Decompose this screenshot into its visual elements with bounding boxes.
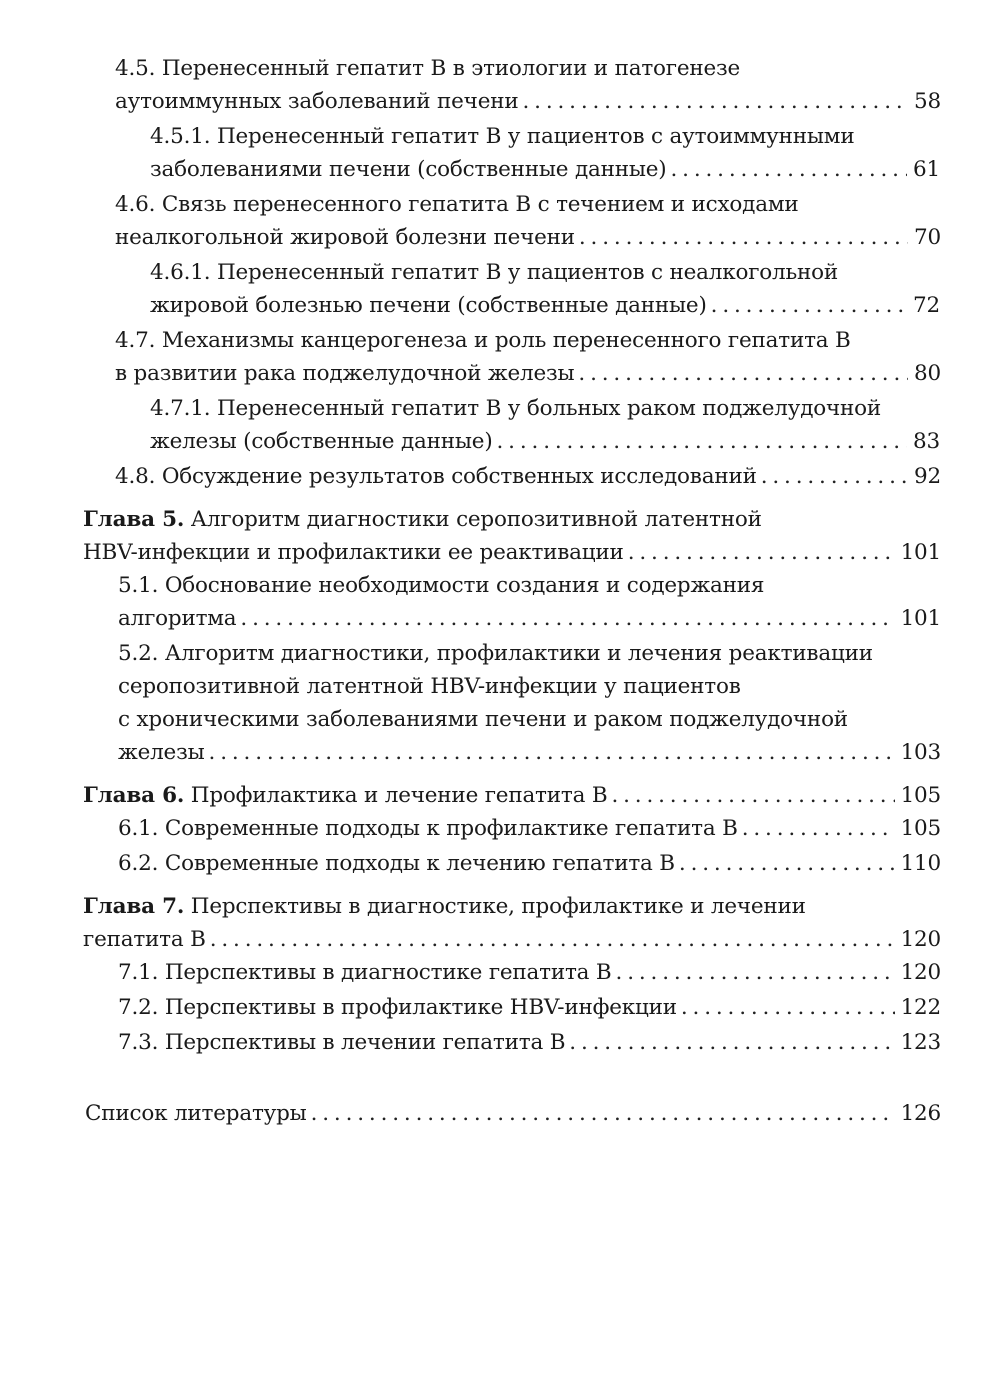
toc-bibliography[interactable] [85, 1097, 941, 1130]
leader-dots [210, 923, 895, 956]
toc-chapter-7[interactable] [83, 890, 941, 956]
leader-dots [611, 779, 894, 812]
toc-entry-text: 4.7. Механизмы канцерогенеза и роль перенесенного гепатита В [115, 328, 851, 353]
toc-entry-4-7[interactable] [115, 324, 941, 390]
leader-dots [569, 1026, 894, 1059]
leader-dots [616, 956, 895, 989]
leader-dots [209, 736, 895, 769]
toc-entry-text: алгоритма [118, 606, 237, 631]
leader-dots [742, 812, 895, 845]
page-number: 126 [900, 1101, 941, 1126]
toc-entry-5-1[interactable] [118, 569, 941, 635]
toc-entry-text: гепатита В [83, 927, 206, 952]
leader-dots [711, 289, 907, 322]
page-number: 120 [900, 960, 941, 985]
toc-entry-text: 7.1. Перспективы в диагностике гепатита В [118, 960, 612, 985]
page-number: 61 [913, 157, 940, 182]
toc-entry-7-2[interactable] [118, 991, 941, 1024]
page-number: 83 [913, 429, 940, 454]
toc-entry-text: в развитии рака поджелудочной железы [115, 361, 575, 386]
leader-dots [761, 460, 908, 493]
toc-entry-text: 4.6. Связь перенесенного гепатита В с течением и исходами [115, 192, 799, 217]
chapter-label: Глава 6. [83, 783, 185, 808]
toc-entry-text: HBV-инфекции и профилактики ее реактивации [83, 540, 624, 565]
toc-entry-4-8[interactable] [115, 460, 941, 493]
toc-entry-6-2[interactable] [118, 847, 941, 880]
toc-entry-4-5-1[interactable] [150, 120, 940, 186]
toc-entry-7-3[interactable] [118, 1026, 941, 1059]
leader-dots [579, 221, 908, 254]
toc-chapter-6[interactable] [83, 779, 941, 812]
toc-entry-text: железы (собственные данные) [150, 429, 493, 454]
toc-entry-text: с хроническими заболеваниями печени и раком поджелудочной [118, 707, 848, 732]
leader-dots [681, 991, 895, 1024]
toc-entry-text: 7.3. Перспективы в лечении гепатита В [118, 1030, 566, 1055]
toc-entry-text: 5.1. Обоснование необходимости создания и содержания [118, 573, 765, 598]
page-number: 101 [900, 606, 941, 631]
toc-entry-text: 6.2. Современные подходы к лечению гепатита В [118, 851, 675, 876]
page-number: 110 [900, 851, 941, 876]
toc-entry-text: Алгоритм диагностики серопозитивной латентной [190, 507, 762, 532]
page-number: 92 [914, 464, 941, 489]
toc-entry-text: Перспективы в диагностике, профилактике и лечении [190, 894, 806, 919]
page-number: 105 [900, 783, 941, 808]
toc-entry-text: 4.7.1. Перенесенный гепатит В у больных раком поджелудочной [150, 396, 881, 421]
page-number: 123 [900, 1030, 941, 1055]
leader-dots [578, 357, 908, 390]
leader-dots [670, 153, 907, 186]
page-number: 70 [914, 225, 941, 250]
toc-entry-text: 4.5. Перенесенный гепатит В в этиологии и патогенезе [115, 56, 741, 81]
toc-entry-text: железы [118, 740, 205, 765]
page-number: 101 [900, 540, 941, 565]
toc-entry-4-6[interactable] [115, 188, 941, 254]
page-number: 80 [914, 361, 941, 386]
chapter-label: Глава 5. [83, 507, 185, 532]
toc-entry-text: жировой болезнью печени (собственные данные) [150, 293, 707, 318]
page-number: 72 [913, 293, 940, 318]
page-number: 58 [914, 89, 941, 114]
toc-entry-text: Список литературы [85, 1101, 307, 1126]
leader-dots [240, 602, 894, 635]
page-number: 105 [900, 816, 941, 841]
toc-entry-text: аутоиммунных заболеваний печени [115, 89, 519, 114]
chapter-label: Глава 7. [83, 894, 185, 919]
toc-entry-text: Профилактика и лечение гепатита В [190, 783, 608, 808]
toc-entry-text: 6.1. Современные подходы к профилактике гепатита В [118, 816, 738, 841]
leader-dots [679, 847, 895, 880]
toc-entry-4-5[interactable] [115, 52, 941, 118]
toc-chapter-5[interactable] [83, 503, 941, 569]
leader-dots [628, 536, 895, 569]
page-number: 103 [900, 740, 941, 765]
toc-entry-5-2[interactable] [118, 637, 941, 769]
toc-entry-text: серопозитивной латентной HBV-инфекции у пациентов [118, 674, 741, 699]
leader-dots [497, 425, 908, 458]
toc-entry-text: заболеваниями печени (собственные данные) [150, 157, 667, 182]
leader-dots [522, 85, 908, 118]
table-of-contents [0, 52, 1000, 1130]
toc-entry-text: 4.5.1. Перенесенный гепатит В у пациентов с аутоиммунными [150, 124, 855, 149]
toc-entry-text: 4.8. Обсуждение результатов собственных исследований [115, 464, 757, 489]
page-number: 122 [900, 995, 941, 1020]
toc-entry-4-7-1[interactable] [150, 392, 940, 458]
toc-entry-text: 4.6.1. Перенесенный гепатит В у пациентов с неалкогольной [150, 260, 838, 285]
toc-entry-6-1[interactable] [118, 812, 941, 845]
page-number: 120 [900, 927, 941, 952]
leader-dots [311, 1097, 895, 1130]
toc-entry-4-6-1[interactable] [150, 256, 940, 322]
toc-entry-7-1[interactable] [118, 956, 941, 989]
toc-entry-text: 5.2. Алгоритм диагностики, профилактики и лечения реактивации [118, 641, 873, 666]
toc-entry-text: неалкогольной жировой болезни печени [115, 225, 575, 250]
toc-entry-text: 7.2. Перспективы в профилактике HBV-инфекции [118, 995, 677, 1020]
